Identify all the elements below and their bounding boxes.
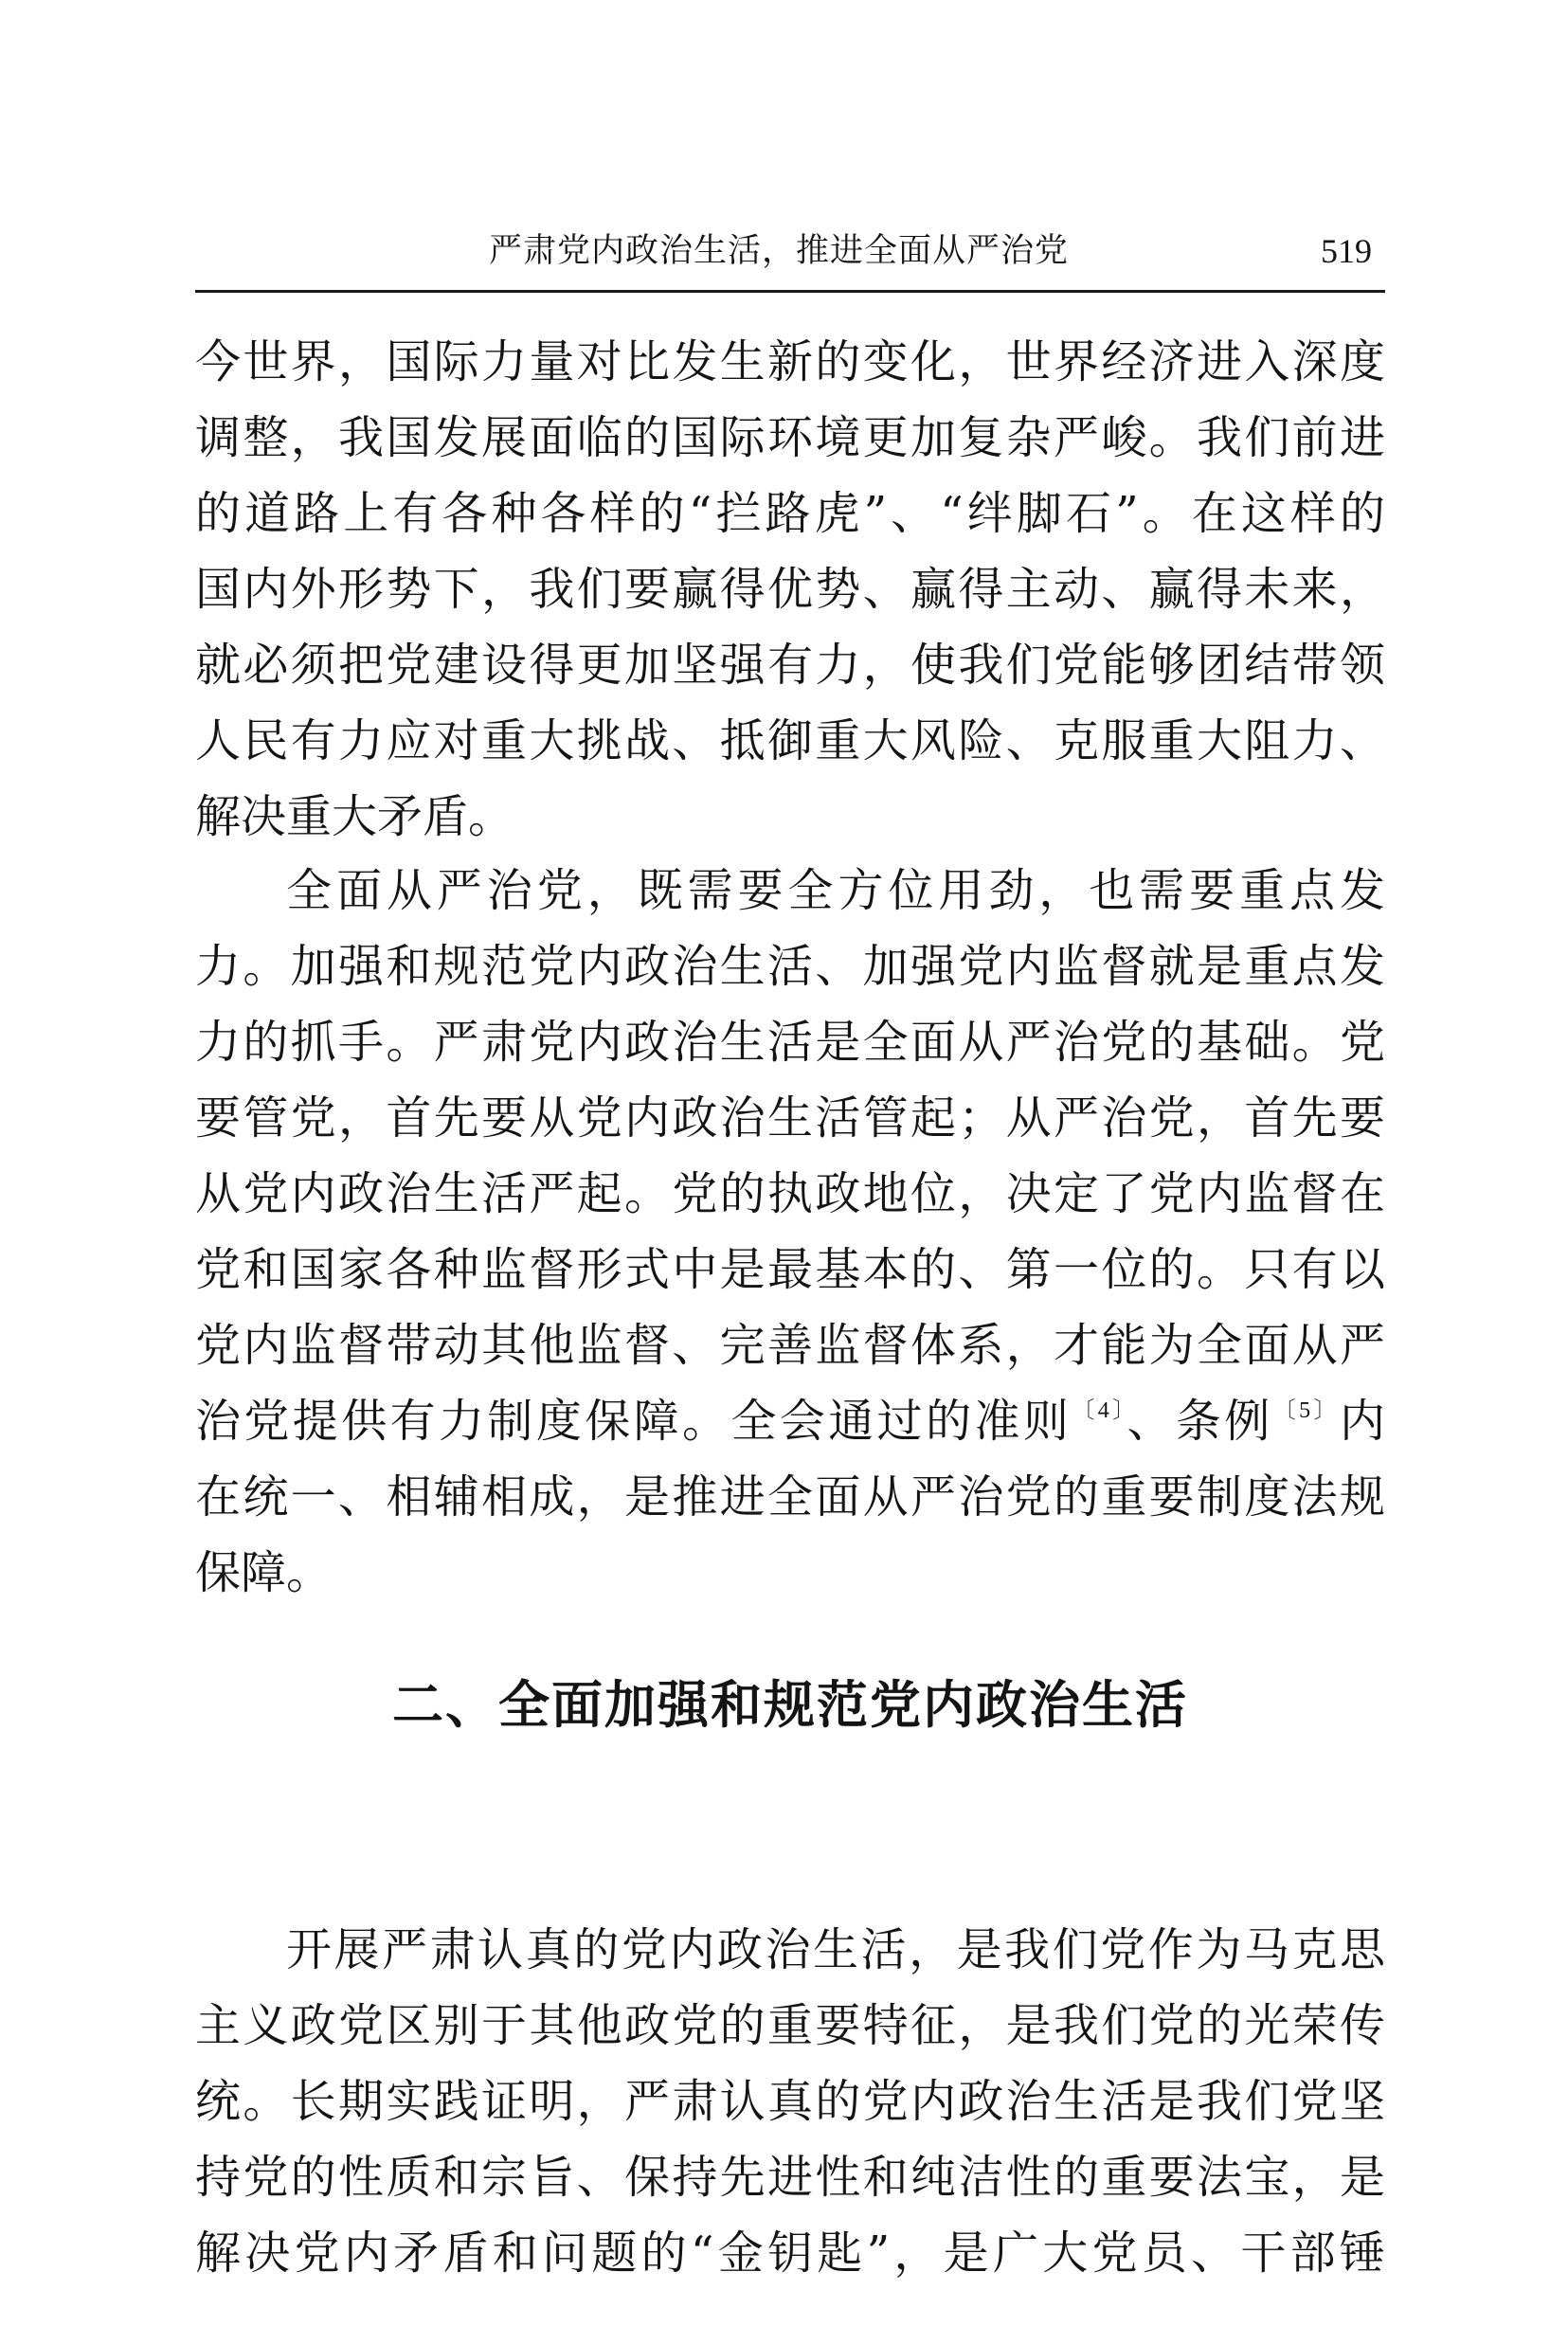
text-line: 解决重大矛盾。 — [195, 790, 514, 843]
text-line: 党和国家各种监督形式中是最基本的、第一位的。只有以 — [195, 1243, 1385, 1296]
text-line: 的道路上有各种各样的“拦路虎”、“绊脚石”。在这样的 — [195, 487, 1385, 540]
text-segment: 治党提供有力制度保障。全会通过的准则 — [195, 1395, 1072, 1448]
running-header — [195, 230, 1385, 287]
text-line: 从党内政治生活严起。党的执政地位，决定了党内监督在 — [195, 1167, 1385, 1220]
text-line: 党内监督带动其他监督、完善监督体系，才能为全面从严 — [195, 1319, 1385, 1372]
text-line-with-notes — [195, 1383, 1385, 1459]
section-heading: 二、全面加强和规范党内政治生活 — [392, 1675, 1188, 1735]
footnote-ref-5: 〔5〕 — [1272, 1398, 1340, 1423]
text-line: 调整，我国发展面临的国际环境更加复杂严峻。我们前进 — [195, 411, 1385, 464]
text-line: 国内外形势下，我们要赢得优势、赢得主动、赢得未来， — [195, 563, 1385, 616]
footnote-ref-4: 〔4〕 — [1072, 1398, 1127, 1423]
text-line: 解决党内矛盾和问题的“金钥匙”，是广大党员、干部锤 — [195, 2227, 1385, 2280]
text-line: 全面从严治党，既需要全方位用劲，也需要重点发 — [286, 864, 1385, 917]
text-line: 要管党，首先要从党内政治生活管起；从严治党，首先要 — [195, 1091, 1385, 1145]
text-line: 力。加强和规范党内政治生活、加强党内监督就是重点发 — [195, 940, 1385, 993]
paragraph-3 — [195, 1912, 1385, 2291]
header-rule — [195, 290, 1385, 293]
text-segment: 内 — [1339, 1395, 1385, 1448]
page-number: 519 — [1321, 232, 1372, 270]
text-segment: 、条例 — [1126, 1395, 1273, 1448]
text-line: 在统一、相辅相成，是推进全面从严治党的重要制度法规 — [195, 1470, 1385, 1524]
text-line: 今世界，国际力量对比发生新的变化，世界经济进入深度 — [195, 335, 1385, 388]
running-title: 严肃党内政治生活，推进全面从严治党 — [489, 232, 1070, 270]
paragraph-1 — [195, 324, 1385, 855]
text-line: 人民有力应对重大挑战、抵御重大风险、克服重大阻力、 — [195, 714, 1385, 767]
text-line: 保障。 — [195, 1546, 333, 1599]
text-line: 统。长期实践证明，严肃认真的党内政治生活是我们党坚 — [195, 2075, 1385, 2128]
paragraph-2 — [195, 853, 1385, 1611]
text-line: 力的抓手。严肃党内政治生活是全面从严治党的基础。党 — [195, 1016, 1385, 1069]
text-line: 就必须把党建设得更加坚强有力，使我们党能够团结带领 — [195, 639, 1385, 692]
text-line: 开展严肃认真的党内政治生活，是我们党作为马克思 — [286, 1923, 1385, 1976]
text-line: 主义政党区别于其他政党的重要特征，是我们党的光荣传 — [195, 1999, 1385, 2052]
text-line: 持党的性质和宗旨、保持先进性和纯洁性的重要法宝，是 — [195, 2151, 1385, 2204]
